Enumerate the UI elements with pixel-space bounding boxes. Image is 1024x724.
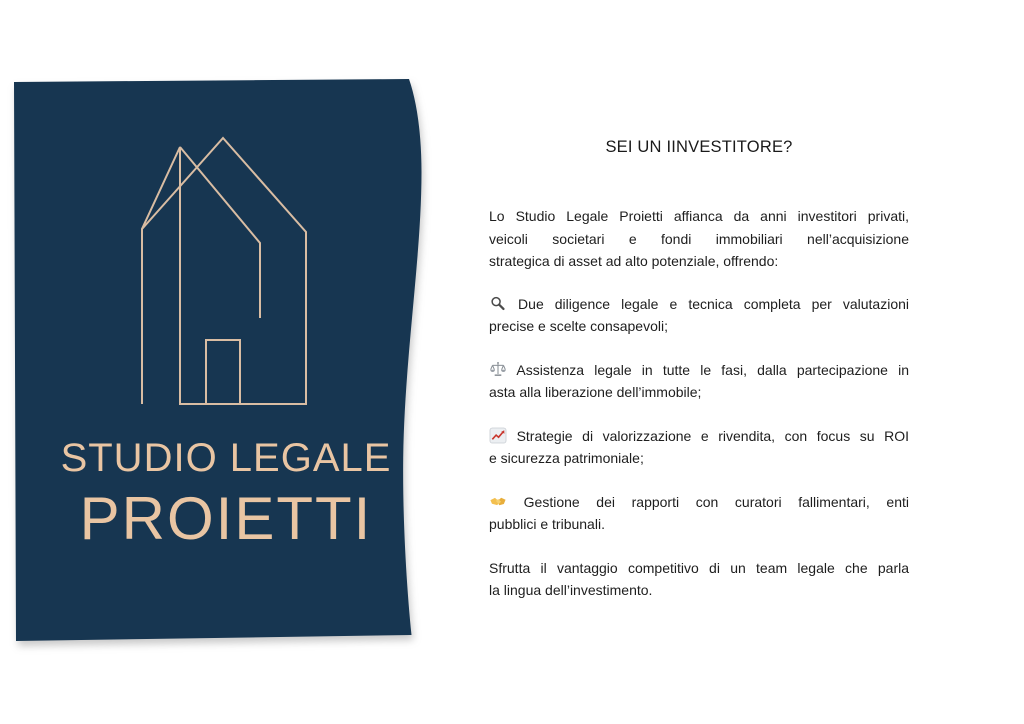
brand-name-line1: STUDIO LEGALE [60, 436, 392, 480]
bullet-assistenza-legale [489, 359, 909, 404]
closing-line: Sfrutta il vantaggio competitivo di un team legale che parla [489, 559, 909, 576]
closing-line: la lingua dell’investimento. [489, 582, 653, 598]
bullet-line [489, 359, 909, 382]
intro-line: veicoli societari e fondi immobiliari nell’acquisizione [489, 230, 909, 247]
magnifier-icon [489, 295, 507, 312]
scales-of-justice-icon [489, 361, 507, 378]
bullet-line [489, 425, 909, 448]
bullet-text: Strategie di valorizzazione e rivendita, con focus su ROI [516, 427, 909, 444]
handshake-icon [489, 493, 507, 510]
bullet-line [489, 293, 909, 316]
bullet-text: Assistenza legale in tutte le fasi, dalla partecipazione in [516, 361, 909, 378]
bullet-line: precise e scelte consapevoli; [489, 318, 668, 334]
bullet-text: Gestione dei rapporti con curatori fallimentari, enti [523, 493, 910, 510]
bullet-strategie [489, 425, 909, 470]
closing-paragraph [489, 557, 909, 602]
bullet-text: Due diligence legale e tecnica completa per valutazioni [518, 295, 910, 312]
page-title: SEI UN IINVESTITORE? [605, 138, 793, 156]
intro-line: strategica di asset ad alto potenziale, offrendo: [489, 253, 779, 269]
bullet-due-diligence [489, 293, 909, 338]
bullet-line: asta alla liberazione dell’immobile; [489, 384, 702, 400]
brand-name-line2: PROIETTI [79, 485, 373, 552]
brand-panel-shape [14, 79, 422, 641]
chart-increasing-icon [489, 427, 507, 444]
bullet-gestione-rapporti [489, 491, 909, 536]
bullet-line: e sicurezza patrimoniale; [489, 450, 644, 466]
intro-line: Lo Studio Legale Proietti affianca da anni investitori privati, [489, 208, 909, 224]
bullet-line [489, 491, 909, 514]
content-column [489, 136, 909, 602]
bullet-line: pubblici e tribunali. [489, 516, 605, 532]
intro-paragraph [489, 205, 909, 273]
